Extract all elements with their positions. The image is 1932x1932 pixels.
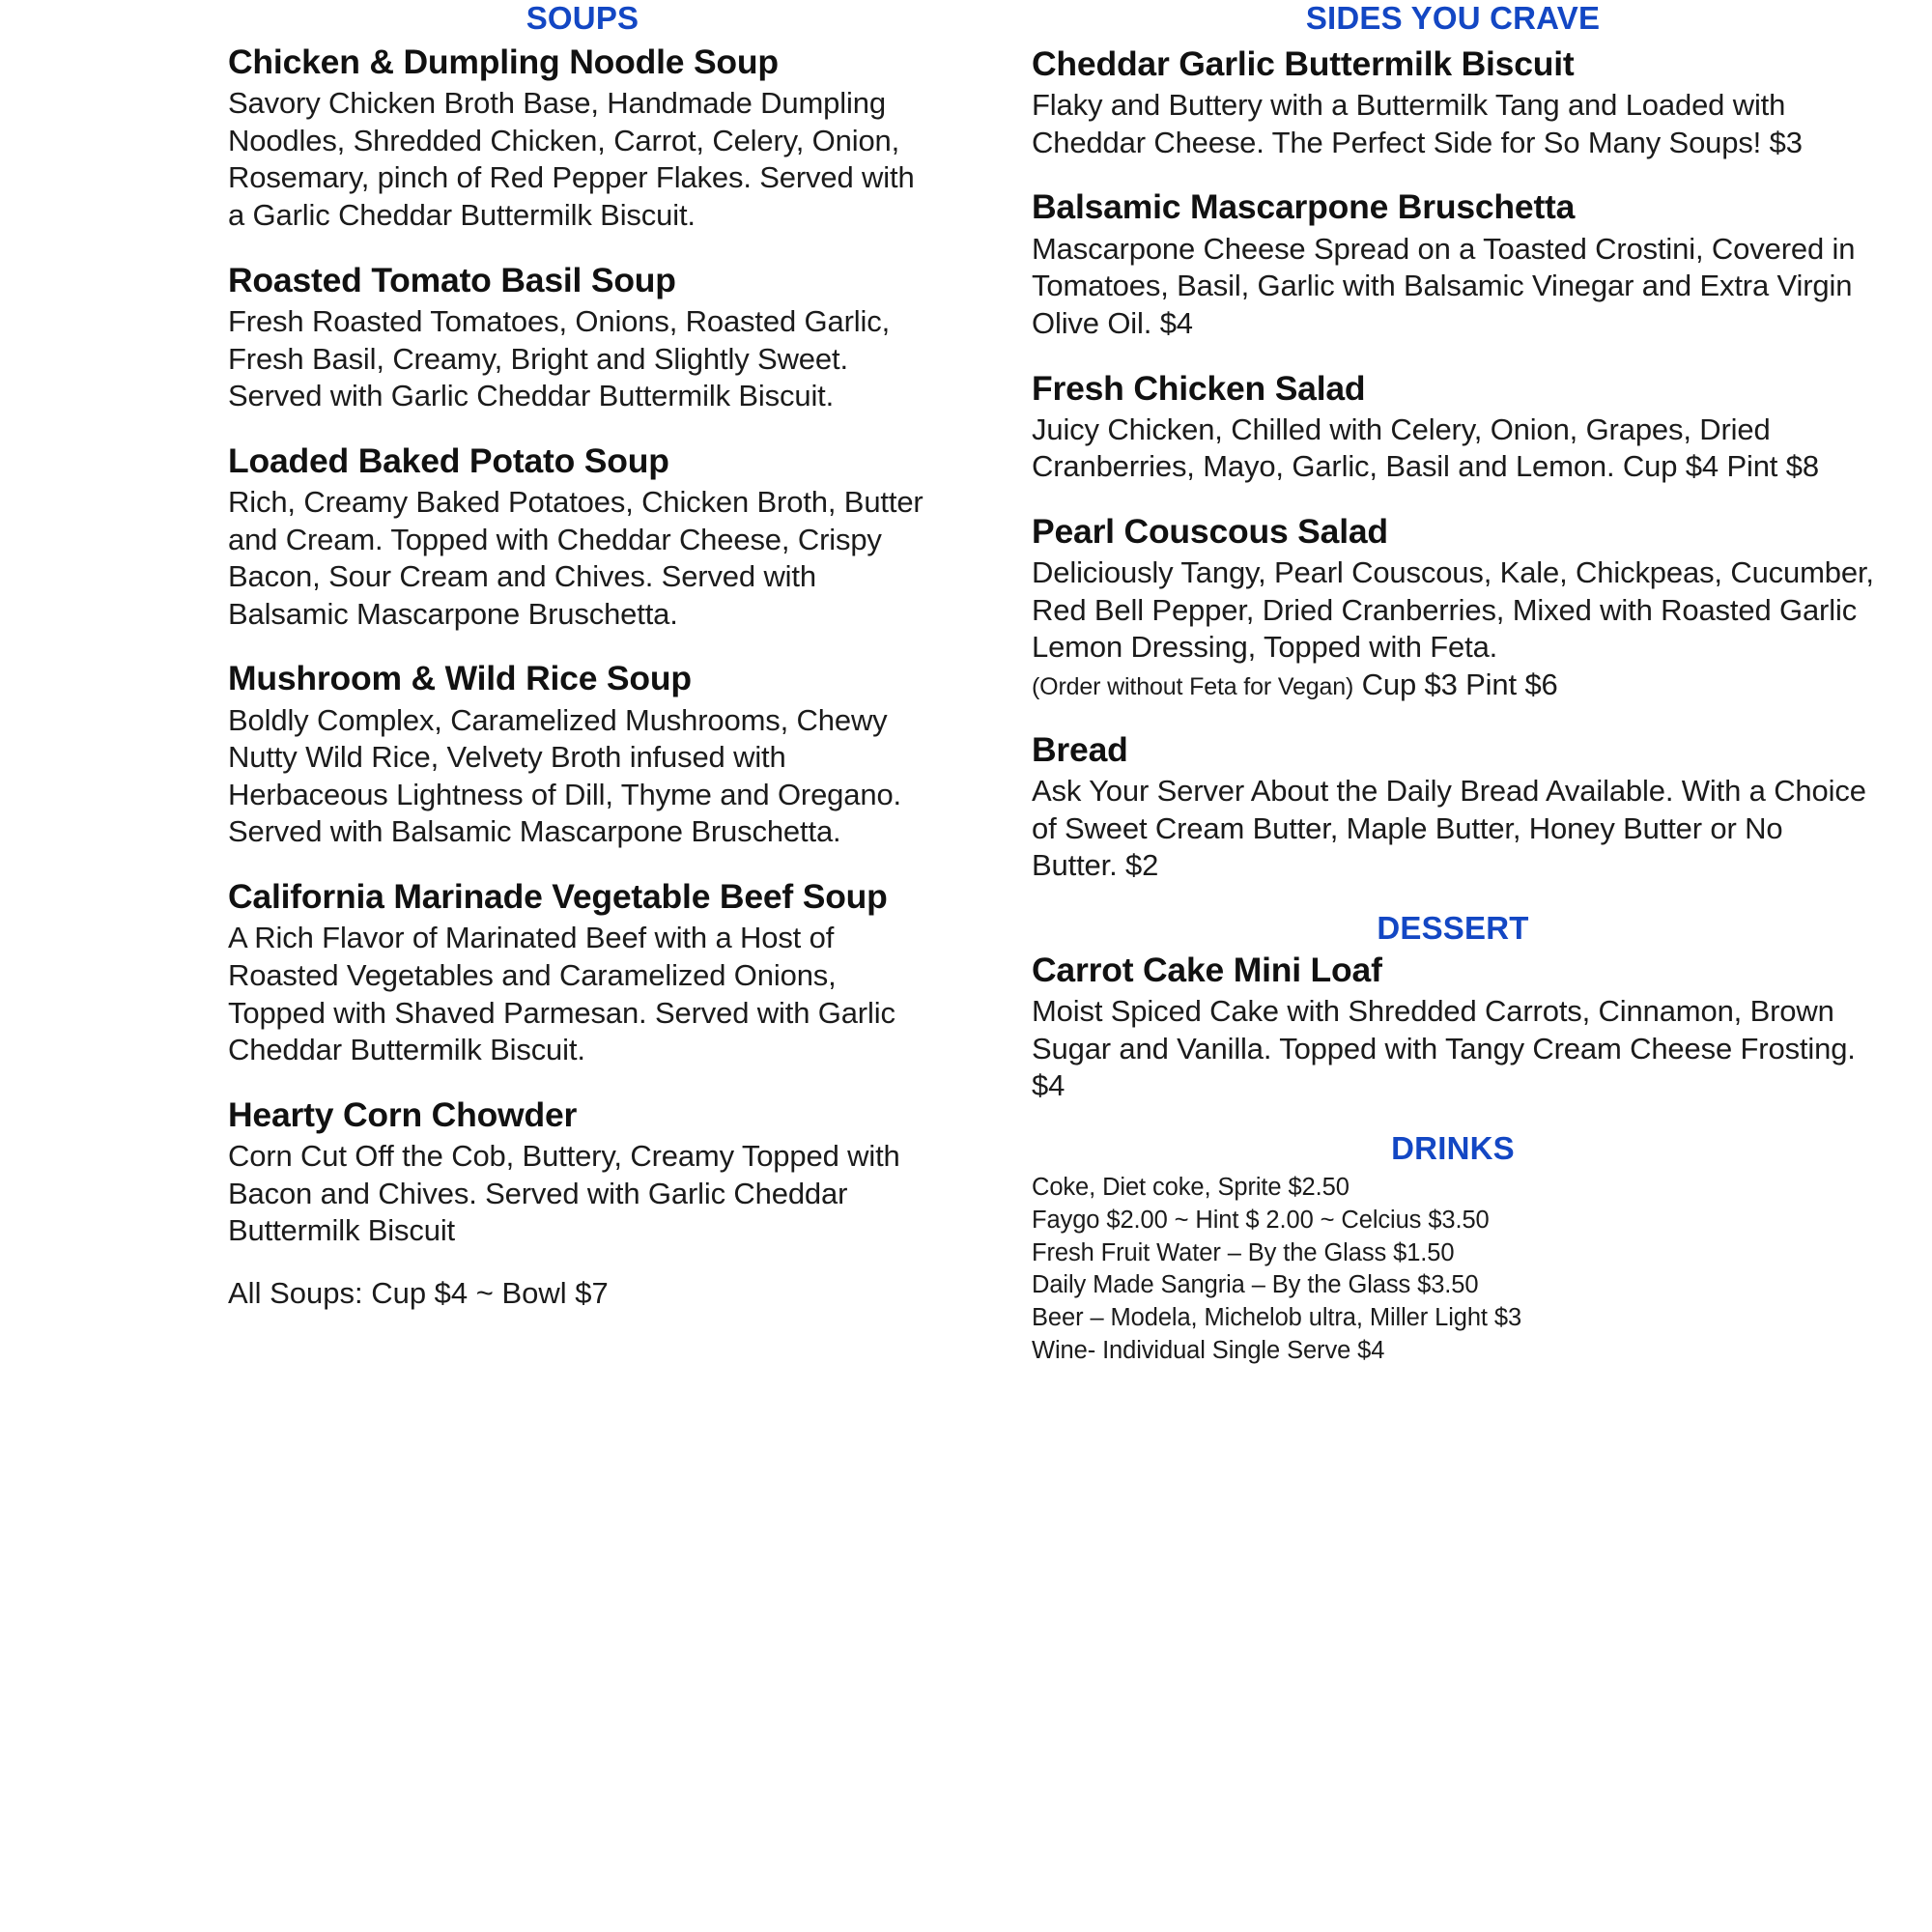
menu-item-description: Savory Chicken Broth Base, Handmade Dumpling Noodles, Shredded Chicken, Carrot, Celery, Onion, Rosemary, pinch of Red Pepper Flakes. Served with a Garlic Cheddar Buttermilk Biscuit. <box>228 86 915 233</box>
menu-item-name: Loaded Baked Potato Soup <box>228 440 669 480</box>
menu-item-name: Bread <box>1032 729 1128 769</box>
menu-item-description: Mascarpone Cheese Spread on a Toasted Crostini, Covered in Tomatoes, Basil, Garlic with Balsamic Vinegar and Extra Virgin Olive Oil. $4 <box>1032 231 1856 340</box>
menu-item <box>228 42 937 235</box>
drink-line: Daily Made Sangria – By the Glass $3.50 <box>1032 1271 1479 1299</box>
menu-item <box>1032 368 1874 486</box>
menu-item <box>228 1094 937 1250</box>
menu-item-name: Chicken & Dumpling Noodle Soup <box>228 42 779 81</box>
drink-line: Fresh Fruit Water – By the Glass $1.50 <box>1032 1238 1455 1266</box>
menu-item-pricing: Cup $3 Pint $6 <box>1353 668 1558 702</box>
menu-item <box>228 876 937 1069</box>
menu-item-description: Fresh Roasted Tomatoes, Onions, Roasted Garlic, Fresh Basil, Creamy, Bright and Slightly Sweet. Served with Garlic Cheddar Buttermilk Biscuit. <box>228 303 891 413</box>
menu-item-description <box>1032 554 1874 667</box>
menu-item-name: Roasted Tomato Basil Soup <box>228 260 676 299</box>
soups-column <box>0 0 966 1342</box>
drink-line: Faygo $2.00 ~ Hint $ 2.00 ~ Celcius $3.50 <box>1032 1206 1490 1234</box>
menu-item-description: Juicy Chicken, Chilled with Celery, Onion, Grapes, Dried Cranberries, Mayo, Garlic, Basil and Lemon. Cup $4 Pint $8 <box>1032 412 1819 484</box>
drinks-list <box>1032 1172 1874 1368</box>
menu-item <box>228 260 937 415</box>
menu-item-description: Rich, Creamy Baked Potatoes, Chicken Broth, Butter and Cream. Topped with Cheddar Cheese, Crispy Bacon, Sour Cream and Chives. Served with Balsamic Mascarpone Bruschetta. <box>228 484 923 631</box>
section-heading-dessert: DESSERT <box>1377 909 1529 946</box>
drink-line: Coke, Diet coke, Sprite $2.50 <box>1032 1173 1350 1201</box>
menu-item-description: Corn Cut Off the Cob, Buttery, Creamy Topped with Bacon and Chives. Served with Garlic Cheddar Buttermilk Biscuit <box>228 1139 900 1248</box>
vegan-note: (Order without Feta for Vegan) <box>1032 673 1354 701</box>
menu-item-name: Balsamic Mascarpone Bruschetta <box>1032 187 1576 227</box>
menu-item <box>1032 950 1874 1105</box>
menu-item-description: Flaky and Buttery with a Buttermilk Tang and Loaded with Cheddar Cheese. The Perfect Side for So Many Soups! $3 <box>1032 88 1803 159</box>
menu-item-name: California Marinade Vegetable Beef Soup <box>228 877 888 917</box>
menu-item <box>228 440 937 634</box>
menu-item <box>1032 186 1874 342</box>
menu-item-description: A Rich Flavor of Marinated Beef with a Host of Roasted Vegetables and Caramelized Onions, Topped with Shaved Parmesan. Served with Garlic Cheddar Buttermilk Biscuit. <box>228 921 895 1067</box>
menu-item-description: Boldly Complex, Caramelized Mushrooms, Chewy Nutty Wild Rice, Velvety Broth infused with Herbaceous Lightness of Dill, Thyme and Oregano. Served with Balsamic Mascarpone Bruschetta. <box>228 702 902 849</box>
section-heading-drinks: DRINKS <box>1391 1129 1515 1166</box>
menu-item-pricing-line <box>1032 667 1874 704</box>
menu-item-name: Pearl Couscous Salad <box>1032 511 1388 551</box>
menu-item-description: Moist Spiced Cake with Shredded Carrots, Cinnamon, Brown Sugar and Vanilla. Topped with Tangy Cream Cheese Frosting. $4 <box>1032 993 1856 1103</box>
soups-pricing-footnote: All Soups: Cup $4 ~ Bowl $7 <box>228 1275 609 1310</box>
menu-item <box>1032 43 1874 161</box>
menu-item-description: Ask Your Server About the Daily Bread Available. With a Choice of Sweet Cream Butter, Maple Butter, Honey Butter or No Butter. $2 <box>1032 773 1866 883</box>
menu-item-name: Fresh Chicken Salad <box>1032 368 1366 408</box>
menu-item-name: Cheddar Garlic Buttermilk Biscuit <box>1032 43 1575 83</box>
menu-item <box>1032 511 1874 704</box>
drink-line: Beer – Modela, Michelob ultra, Miller Light $3 <box>1032 1304 1522 1332</box>
menu-item <box>1032 729 1874 885</box>
menu-item-name: Mushroom & Wild Rice Soup <box>228 659 692 698</box>
drink-line: Wine- Individual Single Serve $4 <box>1032 1337 1385 1365</box>
section-heading-soups: SOUPS <box>526 0 639 36</box>
menu-item-name: Hearty Corn Chowder <box>228 1094 578 1134</box>
sides-dessert-drinks-column <box>966 0 1932 1368</box>
menu-item-description-text: Deliciously Tangy, Pearl Couscous, Kale, Chickpeas, Cucumber, Red Bell Pepper, Dried Cranberries, Mixed with Roasted Garlic Lemon Dressing, Topped with Feta. <box>1032 555 1874 665</box>
menu-item <box>228 658 937 851</box>
menu-item-name: Carrot Cake Mini Loaf <box>1032 950 1382 989</box>
section-heading-sides: SIDES YOU CRAVE <box>1305 0 1601 36</box>
